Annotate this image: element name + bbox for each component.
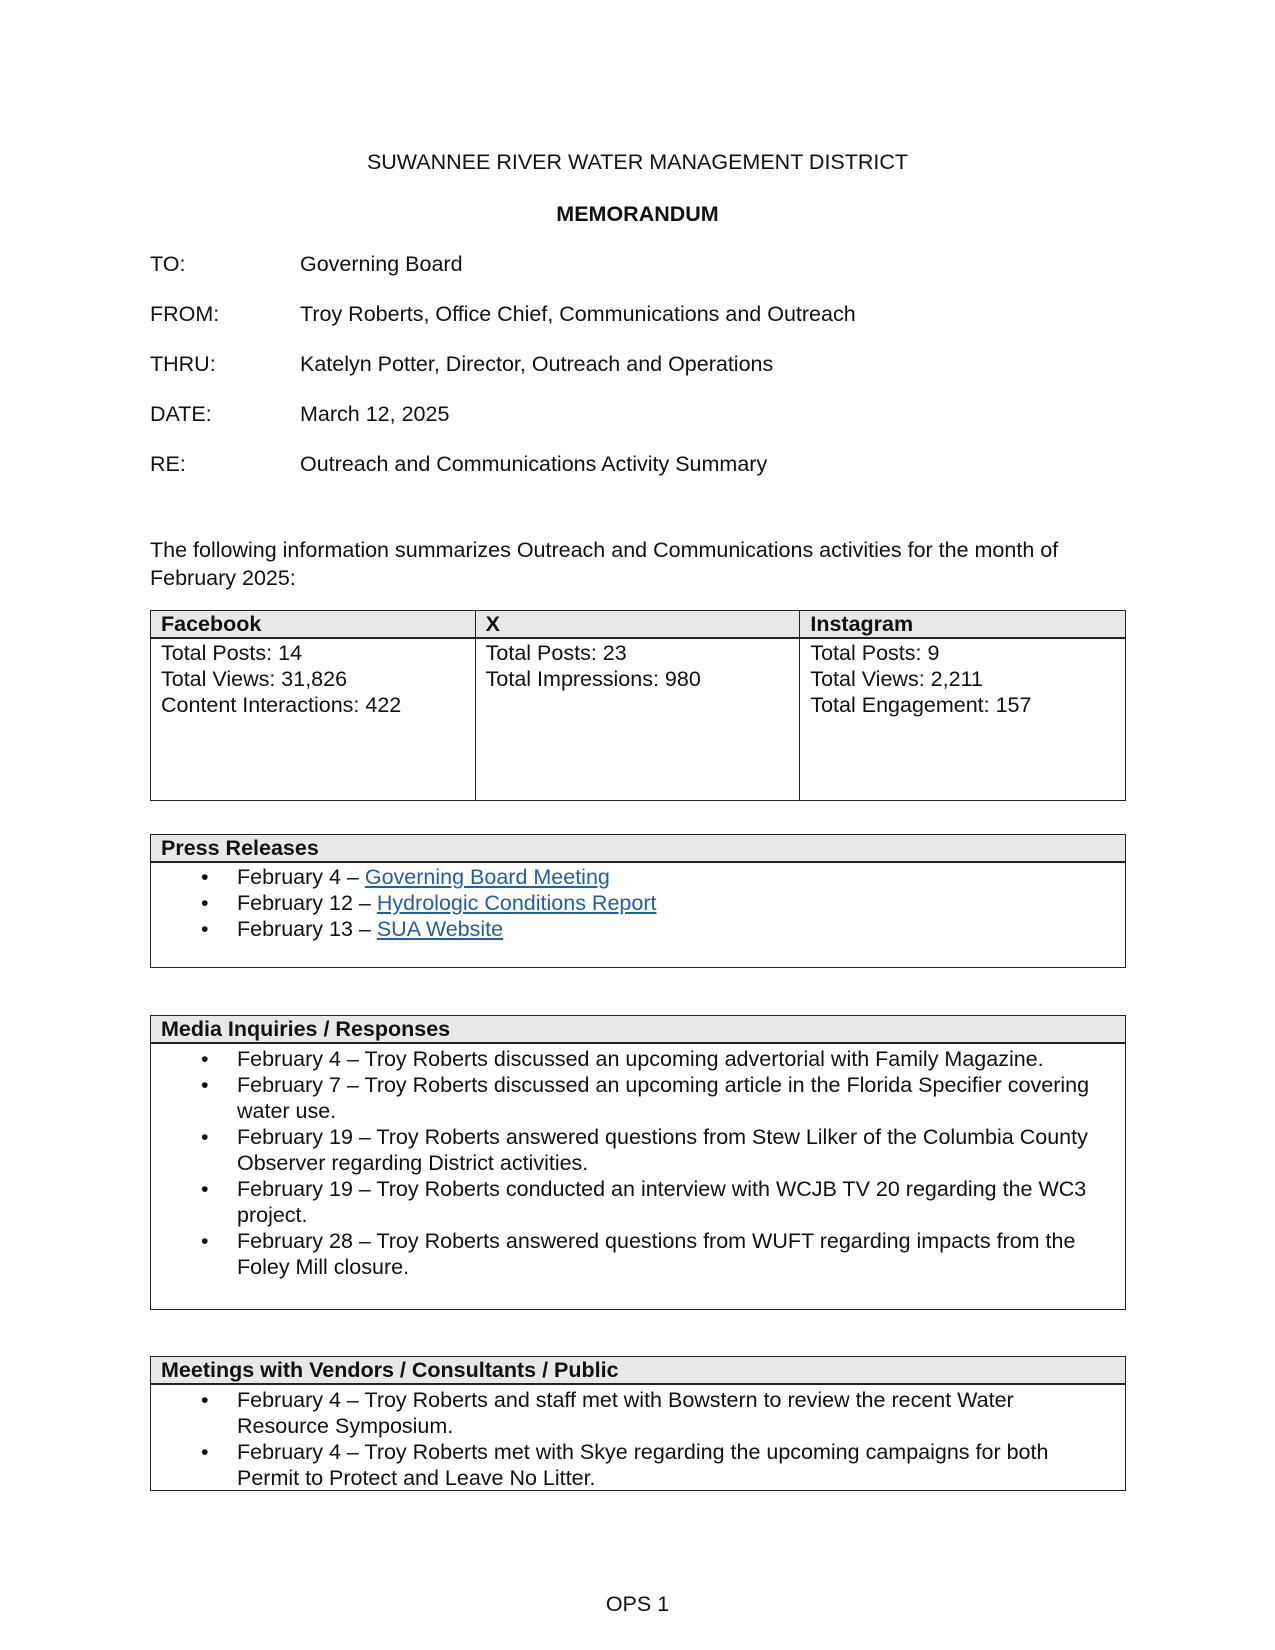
field-value: Governing Board	[300, 252, 463, 276]
instagram-views: Total Views: 2,211	[810, 667, 983, 691]
list-item	[237, 864, 1125, 890]
facebook-interactions: Content Interactions: 422	[161, 693, 402, 717]
list-item: • February 7 – Troy Roberts discussed an upcoming article in the Florida Specifier covering water use.	[237, 1072, 1125, 1124]
facebook-views: Total Views: 31,826	[161, 667, 348, 691]
list-item: • February 4 – Troy Roberts met with Skye regarding the upcoming campaigns for both Permit to Protect and Leave No Litter.	[237, 1439, 1125, 1491]
social-media-table	[150, 610, 1126, 801]
instagram-engagement: Total Engagement: 157	[810, 693, 1032, 717]
field-value: Outreach and Communications Activity Summary	[300, 452, 768, 476]
press-releases-list	[151, 863, 1125, 942]
list-item	[237, 890, 1125, 916]
memorandum-heading: MEMORANDUM	[556, 202, 719, 226]
list-item	[237, 916, 1125, 942]
x-impressions: Total Impressions: 980	[485, 667, 701, 691]
list-item: • February 28 – Troy Roberts answered questions from WUFT regarding impacts from the Foley Mill closure.	[237, 1228, 1125, 1280]
instagram-header: Instagram	[800, 611, 1126, 639]
press-date: February 12 –	[237, 891, 377, 915]
facebook-stats	[151, 638, 476, 801]
field-value: Troy Roberts, Office Chief, Communications and Outreach	[300, 302, 856, 326]
press-link-sua-website[interactable]: SUA Website	[376, 917, 504, 941]
instagram-stats	[800, 638, 1126, 801]
meetings-list	[151, 1385, 1125, 1491]
meetings-title: Meetings with Vendors / Consultants / Public	[151, 1357, 1125, 1385]
media-inquiries-title: Media Inquiries / Responses	[151, 1016, 1125, 1044]
list-item: • February 19 – Troy Roberts conducted an interview with WCJB TV 20 regarding the WC3 project.	[237, 1176, 1125, 1228]
press-releases-title: Press Releases	[151, 835, 1125, 863]
press-link-governing-board-meeting[interactable]: Governing Board Meeting	[364, 865, 610, 889]
field-value: Katelyn Potter, Director, Outreach and Operations	[300, 352, 774, 376]
instagram-posts: Total Posts: 9	[810, 641, 940, 665]
x-stats	[475, 638, 800, 801]
media-inquiries-box	[150, 1015, 1126, 1310]
page-number: OPS 1	[605, 1592, 670, 1616]
facebook-header: Facebook	[151, 611, 476, 639]
facebook-posts: Total Posts: 14	[161, 641, 303, 665]
media-inquiries-list	[151, 1044, 1125, 1280]
field-label: THRU:	[150, 352, 216, 376]
x-header: X	[475, 611, 800, 639]
meetings-box	[150, 1356, 1126, 1491]
x-posts: Total Posts: 23	[485, 641, 627, 665]
field-label: RE:	[150, 452, 186, 476]
field-label: DATE:	[150, 402, 212, 426]
press-date: February 4 –	[237, 865, 365, 889]
press-link-hydrologic-conditions-report[interactable]: Hydrologic Conditions Report	[376, 891, 657, 915]
field-label: TO:	[150, 252, 186, 276]
press-date: February 13 –	[237, 917, 377, 941]
list-item: • February 4 – Troy Roberts and staff met with Bowstern to review the recent Water Resource Symposium.	[237, 1387, 1125, 1439]
intro-paragraph: The following information summarizes Outreach and Communications activities for the month of February 2025:	[150, 538, 1059, 590]
organization-title: SUWANNEE RIVER WATER MANAGEMENT DISTRICT	[366, 150, 909, 174]
field-value: March 12, 2025	[300, 402, 450, 426]
list-item: • February 19 – Troy Roberts answered questions from Stew Lilker of the Columbia County Observer regarding District activities.	[237, 1124, 1125, 1176]
list-item: • February 4 – Troy Roberts discussed an upcoming advertorial with Family Magazine.	[237, 1046, 1125, 1072]
press-releases-box	[150, 834, 1126, 968]
field-label: FROM:	[150, 302, 220, 326]
